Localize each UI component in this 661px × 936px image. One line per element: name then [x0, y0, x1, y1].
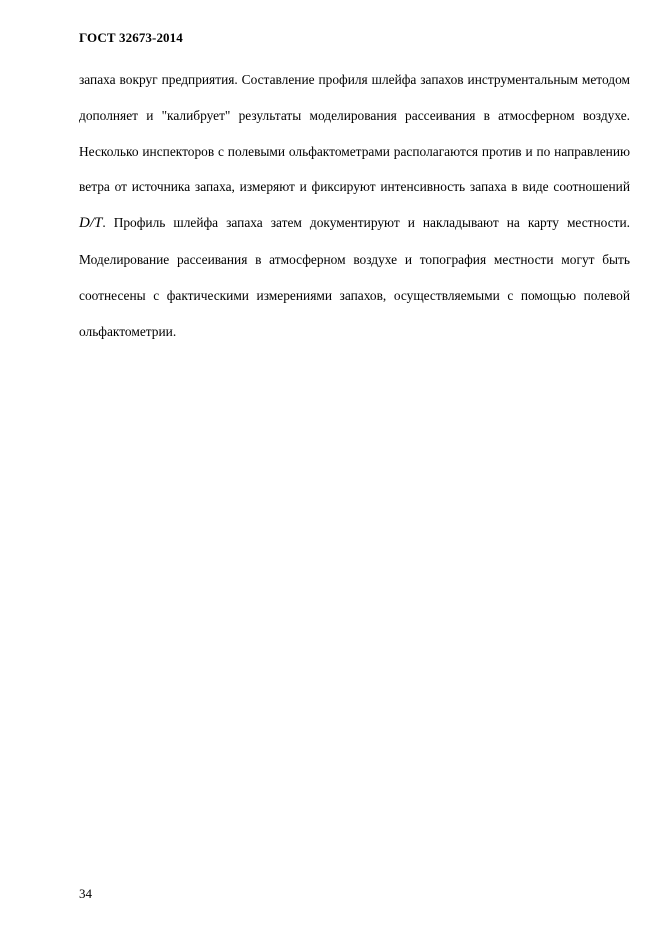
ratio-symbol-d-t: D/T	[79, 215, 103, 232]
page-number: 34	[79, 886, 92, 901]
paragraph-text-end: . Профиль шлейфа запаха затем документируют и накладывают на карту местности. Моделирование рассеивания в атмосферном воздухе и топография местности могут быть соотнесены с фактическими измерениями запахов, осуществляемыми с помощью полевой ольфактометрии.	[79, 215, 630, 339]
body-paragraph	[79, 62, 630, 349]
paragraph-text-start: запаха вокруг предприятия. Составление профиля шлейфа запахов инструментальным методом дополняет и "калибрует" результаты моделирования рассеивания в атмосферном воздухе. Несколько инспекторов с полевыми ольфактометрами располагаются против и по направлению ветра от источника запаха, измеряют и фиксируют интенсивность запаха в виде соотношений	[79, 72, 630, 195]
document-header-standard-number: ГОСТ 32673-2014	[79, 30, 183, 45]
